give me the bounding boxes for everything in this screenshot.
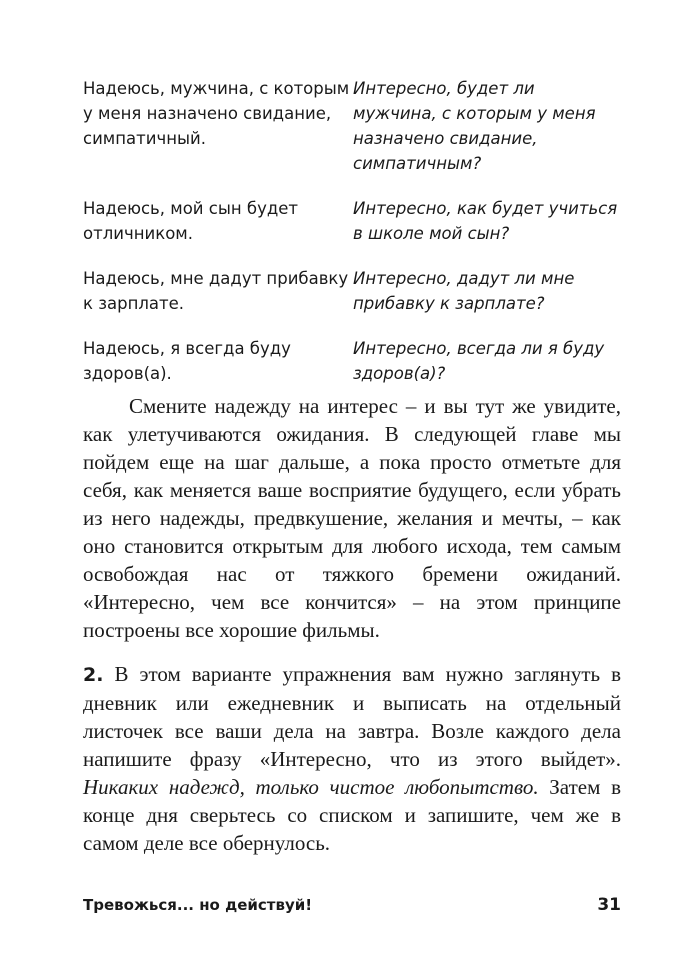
exercise-number: 2.: [83, 664, 104, 686]
comparison-row: [83, 76, 623, 176]
interest-phrase: Интересно, как будет учиться в школе мой сын?: [353, 199, 618, 243]
interest-phrase: Интересно, дадут ли мне прибавку к зарплате?: [353, 269, 575, 313]
hope-phrase: Надеюсь, мой сын будет отличником.: [83, 199, 299, 243]
exercise-paragraph: [83, 660, 621, 857]
comparison-row: [83, 266, 623, 316]
interest-phrase: Интересно, всегда ли я буду здоров(а)?: [353, 339, 605, 383]
page-footer: [83, 895, 621, 915]
comparison-table: [83, 76, 623, 386]
comparison-row: [83, 196, 623, 246]
hope-phrase: Надеюсь, мужчина, с которым у меня назначено свидание, симпатичный.: [83, 79, 350, 148]
page-number: 31: [597, 895, 621, 915]
exercise-text: В этом варианте упражнения вам нужно заглянуть в дневник или ежедневник и выписать на отдельный листочек все ваши дела на завтра. Возле каждого дела напишите фразу «Интересно, что из этого выйдет».: [83, 662, 622, 771]
book-title: Тревожься... но действуй!: [83, 896, 313, 914]
hope-phrase: Надеюсь, мне дадут прибавку к зарплате.: [83, 269, 349, 313]
exercise-emphasis: Никаких надежд, только чистое любопытство.: [83, 775, 539, 799]
exercise-text-end: Затем в конце дня сверьтесь со списком и запишите, чем же в самом деле все обернулось.: [83, 775, 621, 855]
comparison-row: [83, 336, 623, 386]
body-paragraph: Смените надежду на интерес – и вы тут же увидите, как улетучиваются ожидания. В следующей главе мы пойдем еще на шаг дальше, а пока просто отметьте для себя, как меняется ваше восприятие будущего, если убрать из него надежды, предвкушение, желания и мечты, – как оно становится открытым для любого исхода, тем самым освобождая нас от тяжкого бремени ожиданий. «Интересно, чем все кончится» – на этом принципе построены все хорошие фильмы.: [83, 394, 621, 642]
interest-phrase: Интересно, будет ли мужчина, с которым у меня назначено свидание, симпатичным?: [353, 79, 596, 173]
hope-phrase: Надеюсь, я всегда буду здоров(а).: [83, 339, 291, 383]
